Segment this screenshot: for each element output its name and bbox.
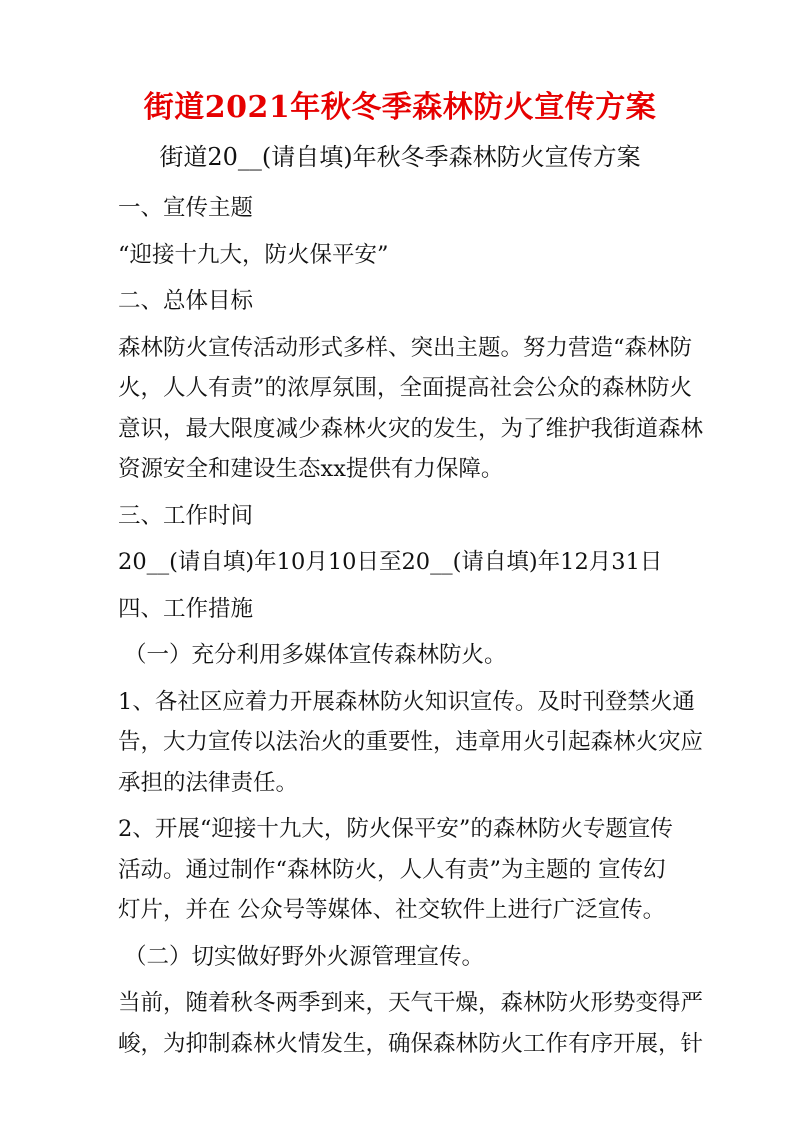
paragraph-line: 承担的法律责任。 xyxy=(118,769,299,796)
work-time-range: 20__(请自填)年10月10日至20__(请自填)年12月31日 xyxy=(118,549,663,575)
section-heading-time: 三、工作时间 xyxy=(118,502,254,529)
paragraph-line: 峻，为抑制森林火情发生，确保森林防火工作有序开展，针 xyxy=(118,1030,704,1057)
media-paragraph-2 xyxy=(118,809,682,931)
section-heading-measures: 四、工作措施 xyxy=(118,595,254,622)
section-heading-goal: 二、总体目标 xyxy=(118,288,254,314)
document-subtitle: 街道20__(请自填)年秋冬季森林防火宣传方案 xyxy=(159,143,641,171)
subsection-label-media: （一）充分利用多媒体宣传森林防火。 xyxy=(124,642,507,668)
theme-slogan: “迎接十九大，防火保平安” xyxy=(118,241,389,268)
paragraph-line: 当前，随着秋冬两季到来，天气干燥，森林防火形势变得严 xyxy=(118,990,704,1016)
fire-source-paragraph xyxy=(118,983,704,1064)
paragraph-line: 1、各社区应着力开展森林防火知识宣传。及时刊登禁火通 xyxy=(118,688,695,715)
paragraph-line: 告，大力宣传以法治火的重要性，违章用火引起森林火灾应 xyxy=(118,729,704,755)
paragraph-line: 火，人人有责”的浓厚氛围，全面提高社会公众的森林防火 xyxy=(118,375,693,401)
paragraph-line: 意识，最大限度减少森林火灾的发生，为了维护我街道森林 xyxy=(118,415,704,442)
paragraph-line: 2、开展“迎接十九大，防火保平安”的森林防火专题宣传 xyxy=(118,816,673,842)
goal-paragraph xyxy=(118,328,704,490)
paragraph-line: 灯片，并在 公众号等媒体、社交软件上进行广泛宣传。 xyxy=(118,897,666,923)
paragraph-line: 森林防火宣传活动形式多样、突出主题。努力营造“森林防 xyxy=(118,334,693,361)
document-title: 街道2021年秋冬季森林防火宣传方案 xyxy=(143,90,657,125)
media-paragraph-1 xyxy=(118,682,704,804)
paragraph-line: 活动。通过制作“森林防火，人人有责”为主题的 宣传幻 xyxy=(118,856,666,883)
subsection-label-fire-source: （二）切实做好野外火源管理宣传。 xyxy=(124,943,485,970)
section-heading-theme: 一、宣传主题 xyxy=(118,195,254,221)
paragraph-line: 资源安全和建设生态xx提供有力保障。 xyxy=(118,456,504,482)
